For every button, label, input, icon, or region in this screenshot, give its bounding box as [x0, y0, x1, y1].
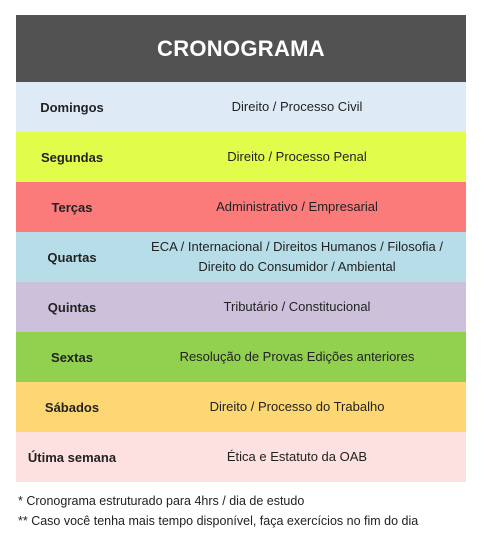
schedule-row: [16, 282, 466, 332]
schedule-rows: [16, 82, 466, 482]
subject-text: Tributário / Constitucional: [223, 299, 371, 314]
subject-text: Direito / Processo Penal: [227, 149, 367, 164]
schedule-row: [16, 332, 466, 382]
subject-text: Resolução de Provas Edições anteriores: [179, 349, 415, 364]
day-label: Quartas: [47, 249, 97, 265]
subject-text: ECA / Internacional / Direitos Humanos / Filosofia /: [151, 239, 443, 254]
footnote-2: ** Caso você tenha mais tempo disponível, faça exercícios no fim do dia: [18, 514, 419, 528]
footnotes: [18, 491, 418, 531]
subject-text: Direito do Consumidor / Ambiental: [198, 259, 396, 274]
footnote-1: * Cronograma estruturado para 4hrs / dia de estudo: [18, 494, 305, 508]
subject-cell: [128, 147, 466, 167]
day-label: Útima semana: [27, 449, 117, 465]
schedule-row: [16, 182, 466, 232]
schedule-title: CRONOGRAMA: [16, 15, 466, 82]
day-label: Sábados: [44, 399, 100, 415]
schedule-row: [16, 82, 466, 132]
subject-cell: [128, 397, 466, 417]
day-label: Domingos: [40, 99, 104, 115]
day-label: Sextas: [51, 349, 93, 365]
subject-cell: [128, 237, 466, 277]
subject-cell: [128, 197, 466, 217]
schedule-row: [16, 232, 466, 282]
subject-cell: [128, 447, 466, 467]
subject-text: Ética e Estatuto da OAB: [226, 449, 368, 464]
subject-cell: [128, 297, 466, 317]
subject-cell: [128, 347, 466, 367]
subject-text: Direito / Processo do Trabalho: [209, 399, 385, 414]
subject-cell: [128, 97, 466, 117]
subject-text: Direito / Processo Civil: [231, 99, 363, 114]
day-label: Quintas: [47, 299, 97, 315]
day-label: Terças: [51, 199, 93, 215]
day-label: Segundas: [40, 149, 104, 165]
schedule-row: [16, 132, 466, 182]
subject-text: Administrativo / Empresarial: [216, 199, 378, 214]
schedule-table: [16, 15, 466, 482]
schedule-row: [16, 432, 466, 482]
schedule-row: [16, 382, 466, 432]
